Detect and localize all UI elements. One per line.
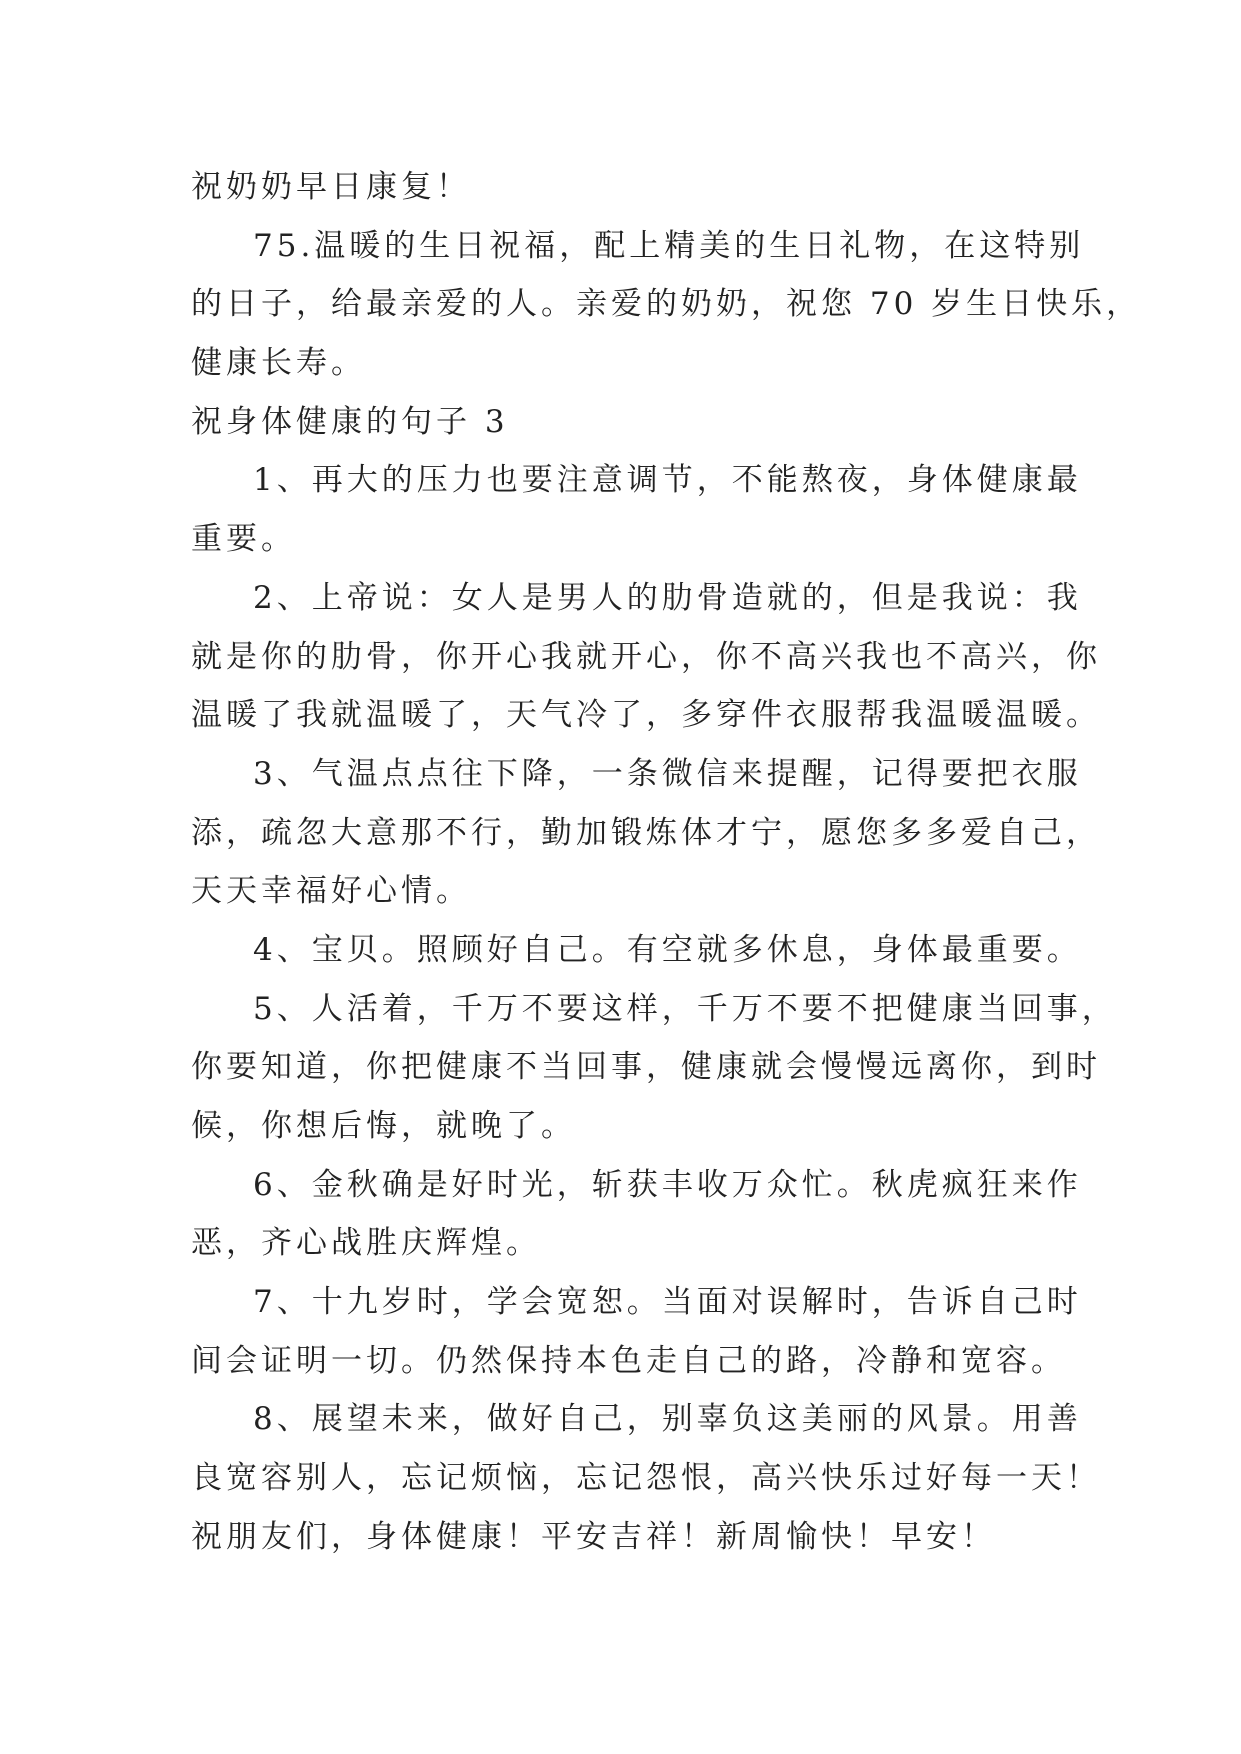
text-line: 祝奶奶早日康复！ — [191, 169, 471, 205]
paragraph-first-line: 5、人活着，千万不要这样，千万不要不把健康当回事， — [253, 990, 1117, 1027]
text-line: 温暖了我就温暖了，天气冷了，多穿件衣服帮我温暖温暖。 — [191, 697, 1101, 734]
paragraph-first-line: 6、金秋确是好时光，斩获丰收万众忙。秋虎疯狂来作 — [253, 1166, 1082, 1203]
paragraph-first-line: 7、十九岁时，学会宽恕。当面对误解时，告诉自己时 — [253, 1284, 1082, 1321]
text-line: 重要。 — [191, 521, 296, 558]
paragraph-first-line: 8、展望未来，做好自己，别辜负这美丽的风景。用善 — [253, 1401, 1082, 1438]
paragraph-first-line: 75.温暖的生日祝福，配上精美的生日礼物，在这特别 — [253, 227, 1085, 264]
text-line: 天天幸福好心情。 — [191, 873, 471, 910]
paragraph-first-line: 4、宝贝。照顾好自己。有空就多休息，身体最重要。 — [253, 931, 1082, 968]
section-heading: 祝身体健康的句子 3 — [191, 403, 509, 440]
document-body — [191, 158, 1142, 1567]
text-line: 添，疏忽大意那不行，勤加锻炼体才宁，愿您多多爱自己， — [191, 814, 1101, 851]
text-line: 恶，齐心战胜庆辉煌。 — [191, 1225, 541, 1262]
text-line: 健康长寿。 — [191, 345, 366, 382]
text-line: 就是你的肋骨，你开心我就开心，你不高兴我也不高兴，你 — [191, 638, 1101, 675]
text-line: 你要知道，你把健康不当回事，健康就会慢慢远离你，到时 — [191, 1049, 1101, 1086]
text-line: 良宽容别人，忘记烦恼，忘记怨恨，高兴快乐过好每一天！ — [191, 1460, 1101, 1497]
text-line: 候，你想后悔，就晚了。 — [191, 1108, 576, 1144]
text-line: 的日子，给最亲爱的人。亲爱的奶奶，祝您 70 岁生日快乐， — [191, 286, 1142, 323]
paragraph-first-line: 1、再大的压力也要注意调节，不能熬夜，身体健康最 — [253, 462, 1082, 499]
text-line: 祝朋友们，身体健康！平安吉祥！新周愉快！早安！ — [191, 1518, 996, 1555]
text-line: 间会证明一切。仍然保持本色走自己的路，冷静和宽容。 — [191, 1342, 1066, 1379]
paragraph-first-line: 3、气温点点往下降，一条微信来提醒，记得要把衣服 — [253, 755, 1082, 792]
paragraph-first-line: 2、上帝说：女人是男人的肋骨造就的，但是我说：我 — [253, 579, 1082, 616]
